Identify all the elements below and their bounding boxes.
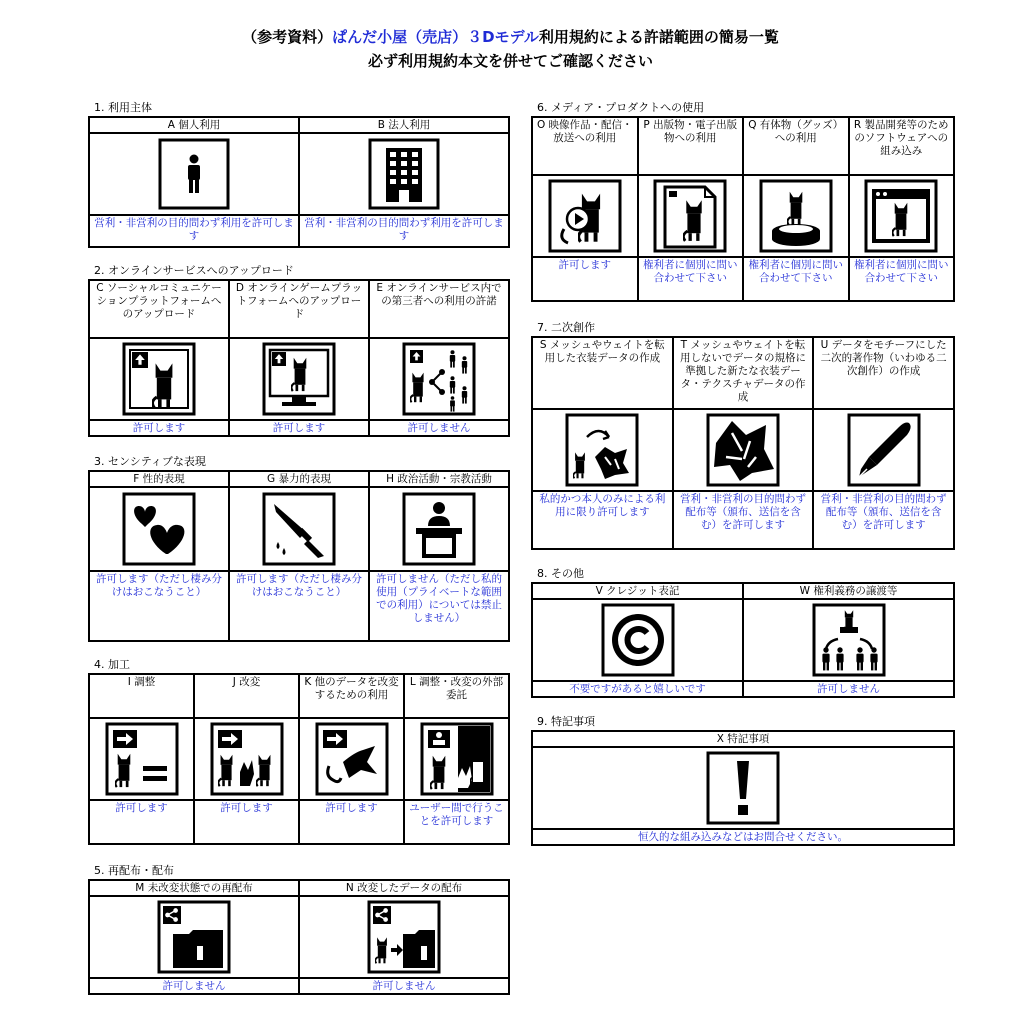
rights-transfer-icon — [812, 603, 886, 677]
item-label-k: K 他のデータを改変するための利用 — [299, 674, 404, 718]
item-answer-j: 許可します — [194, 800, 299, 844]
item-label-i: I 調整 — [89, 674, 194, 718]
section-derivative-works — [531, 320, 955, 550]
item-answer-c: 許可します — [89, 420, 229, 436]
upload-game-icon — [262, 342, 336, 416]
item-label-g: G 暴力的表現 — [229, 471, 369, 487]
item-label-d: D オンラインゲームプラットフォームへのアップロード — [229, 280, 369, 338]
costume-icon — [565, 413, 639, 487]
item-label-t: T メッシュやウェイトを転用しないでデータの規格に準拠した新たな衣装データ・テクスチャデータの作成 — [673, 337, 814, 409]
item-answer-a: 営利・非営利の目的問わず利用を許可します — [89, 215, 299, 247]
item-answer-p: 権利者に個別に問い合わせて下さい — [638, 257, 744, 301]
item-answer-l: ユーザー間で行うことを許可します — [404, 800, 509, 844]
item-label-e: E オンラインサービス内での第三者への利用の許諾 — [369, 280, 509, 338]
item-answer-k: 許可します — [299, 800, 404, 844]
section-sensitive — [88, 454, 510, 642]
upload-social-icon — [122, 342, 196, 416]
item-answer-i: 許可します — [89, 800, 194, 844]
item-label-b: B 法人利用 — [299, 117, 509, 133]
document-subtitle: 必ず利用規約本文を併せてご確認ください — [367, 52, 653, 70]
item-label-h: H 政治活動・宗教活動 — [369, 471, 509, 487]
item-label-x: X 特記事項 — [532, 731, 954, 747]
item-answer-e: 許可しません — [369, 420, 509, 436]
item-answer-d: 許可します — [229, 420, 369, 436]
title-product: ぱんだ小屋（売店）３Dモデル — [332, 28, 539, 46]
section-heading: 4. 加工 — [94, 658, 130, 671]
item-label-q: Q 有体物（グッズ）への利用 — [743, 117, 849, 175]
video-icon — [548, 179, 622, 253]
item-answer-m: 許可しません — [89, 978, 299, 994]
share-third-party-icon — [402, 342, 476, 416]
item-label-r: R 製品開発等のためのソフトウェアへの組み込み — [849, 117, 955, 175]
item-label-c: C ソーシャルコミュニケーションプラットフォームへのアップロード — [89, 280, 229, 338]
person-icon — [158, 138, 230, 210]
redistribute-icon — [157, 900, 231, 974]
item-answer-r: 権利者に個別に問い合わせて下さい — [849, 257, 955, 301]
outsource-icon — [420, 722, 494, 796]
item-answer-n: 許可しません — [299, 978, 509, 994]
item-answer-b: 営利・非営利の目的問わず利用を許可します — [299, 215, 509, 247]
item-answer-h: 許可しません（ただし私的使用（プライベートな範囲での利用）については禁止しません） — [369, 571, 509, 641]
exclamation-icon — [706, 751, 780, 825]
section-heading: 9. 特記事項 — [537, 715, 595, 728]
item-label-w: W 権利義務の譲渡等 — [743, 583, 954, 599]
item-label-m: M 未改変状態での再配布 — [89, 880, 299, 896]
item-label-v: V クレジット表記 — [532, 583, 743, 599]
section-other — [531, 566, 955, 698]
section-redistribution — [88, 863, 510, 995]
item-label-j: J 改変 — [194, 674, 299, 718]
item-answer-q: 権利者に個別に問い合わせて下さい — [743, 257, 849, 301]
modify-icon — [210, 722, 284, 796]
adjust-icon — [105, 722, 179, 796]
office-building-icon — [368, 138, 440, 210]
item-label-l: L 調整・改変の外部委託 — [404, 674, 509, 718]
copyright-icon — [601, 603, 675, 677]
publication-icon — [653, 179, 727, 253]
section-processing — [88, 657, 510, 845]
item-answer-w: 許可しません — [743, 681, 954, 697]
item-answer-u: 営利・非営利の目的問わず配布等（頒布、送信を含む）を許可します — [813, 491, 954, 549]
knife-icon — [262, 492, 336, 566]
item-label-u: U データをモチーフにした二次的著作物（いわゆる二次創作）の作成 — [813, 337, 954, 409]
item-answer-o: 許可します — [532, 257, 638, 301]
item-label-s: S メッシュやウェイトを転用した衣装データの作成 — [532, 337, 673, 409]
document-title — [0, 26, 1021, 47]
section-heading: 1. 利用主体 — [94, 101, 152, 114]
item-answer-g: 許可します（ただし棲み分けはおこなうこと） — [229, 571, 369, 641]
item-label-a: A 個人利用 — [89, 117, 299, 133]
goods-icon — [759, 179, 833, 253]
title-suffix: 利用規約による許諾範囲の簡易一覧 — [538, 28, 779, 46]
distribute-modified-icon — [367, 900, 441, 974]
item-answer-v: 不要ですがあると嬉しいです — [532, 681, 743, 697]
item-answer-s: 私的かつ本人のみによる利用に限り許可します — [532, 491, 673, 549]
use-for-modify-icon — [315, 722, 389, 796]
item-label-p: P 出版物・電子出版物への利用 — [638, 117, 744, 175]
hearts-icon — [122, 492, 196, 566]
item-label-n: N 改変したデータの配布 — [299, 880, 509, 896]
pen-icon — [847, 413, 921, 487]
section-special-notes — [531, 714, 955, 846]
section-heading: 3. センシティブな表現 — [94, 455, 206, 468]
item-answer-f: 許可します（ただし棲み分けはおこなうこと） — [89, 571, 229, 641]
software-icon — [864, 179, 938, 253]
item-label-o: O 映像作品・配信・放送への利用 — [532, 117, 638, 175]
section-heading: 5. 再配布・配布 — [94, 864, 174, 877]
section-media-products — [531, 100, 955, 302]
podium-icon — [402, 492, 476, 566]
section-heading: 8. その他 — [537, 567, 584, 580]
item-label-f: F 性的表現 — [89, 471, 229, 487]
item-answer-x: 恒久的な組み込みなどはお問合せください。 — [532, 829, 954, 845]
section-heading: 6. メディア・プロダクトへの使用 — [537, 101, 705, 114]
new-costume-icon — [706, 413, 780, 487]
section-usage-subject — [88, 100, 510, 248]
section-online-upload — [88, 263, 510, 437]
section-heading: 7. 二次創作 — [537, 321, 595, 334]
section-heading: 2. オンラインサービスへのアップロード — [94, 264, 294, 277]
item-answer-t: 営利・非営利の目的問わず配布等（頒布、送信を含む）を許可します — [673, 491, 814, 549]
title-prefix: （参考資料） — [242, 28, 333, 46]
